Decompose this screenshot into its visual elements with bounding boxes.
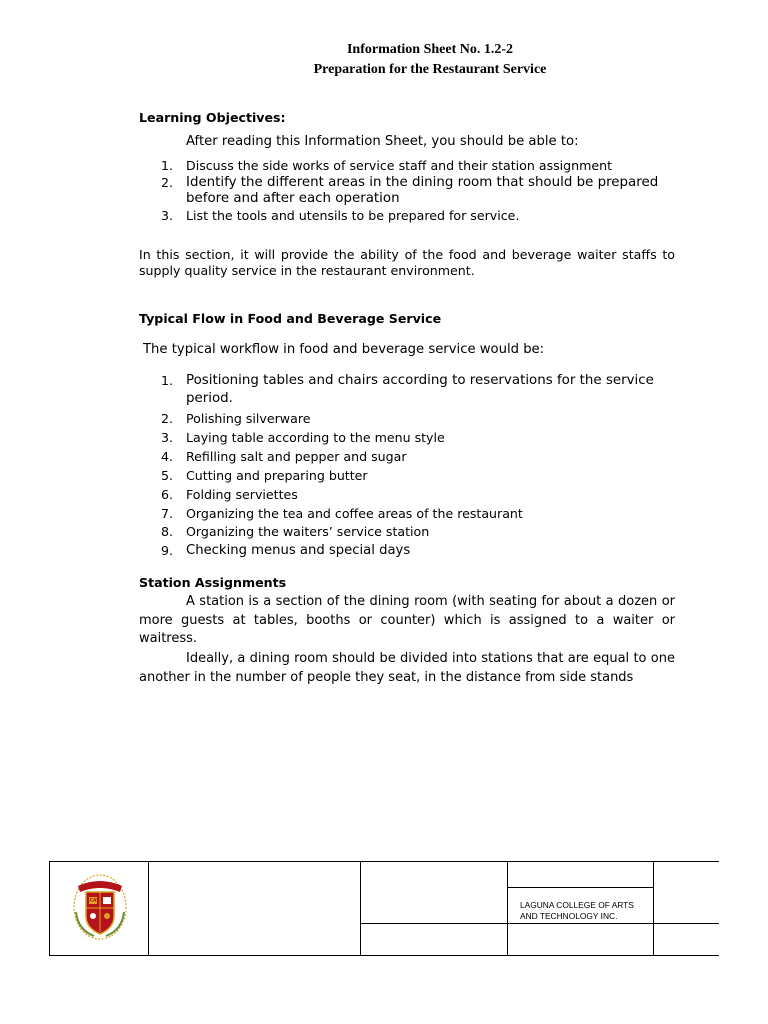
list-item: 4. Refilling salt and pepper and sugar (161, 448, 407, 464)
flow-heading: Typical Flow in Food and Beverage Service (139, 311, 442, 326)
list-item: 6. Folding serviettes (161, 486, 298, 502)
sheet-number: Information Sheet No. 1.2-2 (346, 42, 514, 57)
footer-divider (360, 862, 361, 955)
institution-line: LAGUNA COLLEGE OF ARTS (520, 900, 634, 910)
list-item: 3. Laying table according to the menu style (161, 429, 445, 445)
college-crest-logo (72, 872, 128, 942)
stations-heading: Station Assignments (139, 575, 287, 590)
stations-paragraph-1: A station is a section of the dining room (with seating for about a dozen or more guests at tables, booths or counter) which is assigned to a waiter or waitress. (139, 594, 675, 646)
list-item: 8. Organizing the waiters’ service station (161, 524, 430, 540)
objectives-list (139, 158, 675, 225)
list-item: 1. Discuss the side works of service staff and their station assignment (161, 158, 613, 173)
institution-name (520, 900, 660, 922)
list-item: 5. Cutting and preparing butter (161, 467, 368, 483)
footer-divider (360, 923, 719, 924)
objectives-heading: Learning Objectives: (139, 110, 286, 125)
flow-lead: The typical workflow in food and beverage service would be: (143, 342, 545, 357)
list-item: 1. Positioning tables and chairs according to reservations for the service period. (161, 373, 654, 406)
institution-line: AND TECHNOLOGY INC. (520, 911, 618, 921)
flow-list (139, 372, 675, 561)
footer-table (49, 861, 719, 956)
footer-divider (507, 862, 508, 955)
list-item: 3. List the tools and utensils to be prepared for service. (161, 208, 520, 223)
logo-text: LCAT (86, 898, 100, 904)
sheet-title: Preparation for the Restaurant Service (313, 62, 547, 77)
objectives-lead: After reading this Information Sheet, you should be able to: (186, 134, 579, 149)
list-item: 2. Identify the different areas in the dining room that should be prepared before and after each operation (161, 175, 659, 206)
list-item: 7. Organizing the tea and coffee areas of the restaurant (161, 505, 523, 521)
stations-paragraph-2: Ideally, a dining room should be divided into stations that are equal to one another in the number of people they seat, in the distance from side stands (139, 651, 675, 685)
list-item: 9. Checking menus and special days (161, 543, 411, 559)
list-item: 2. Polishing silverware (161, 411, 311, 426)
footer-divider (507, 887, 653, 888)
footer-divider (148, 862, 149, 955)
intro-paragraph: In this section, it will provide the ability of the food and beverage waiter staffs to supply quality service in the restaurant environment. (139, 247, 675, 278)
